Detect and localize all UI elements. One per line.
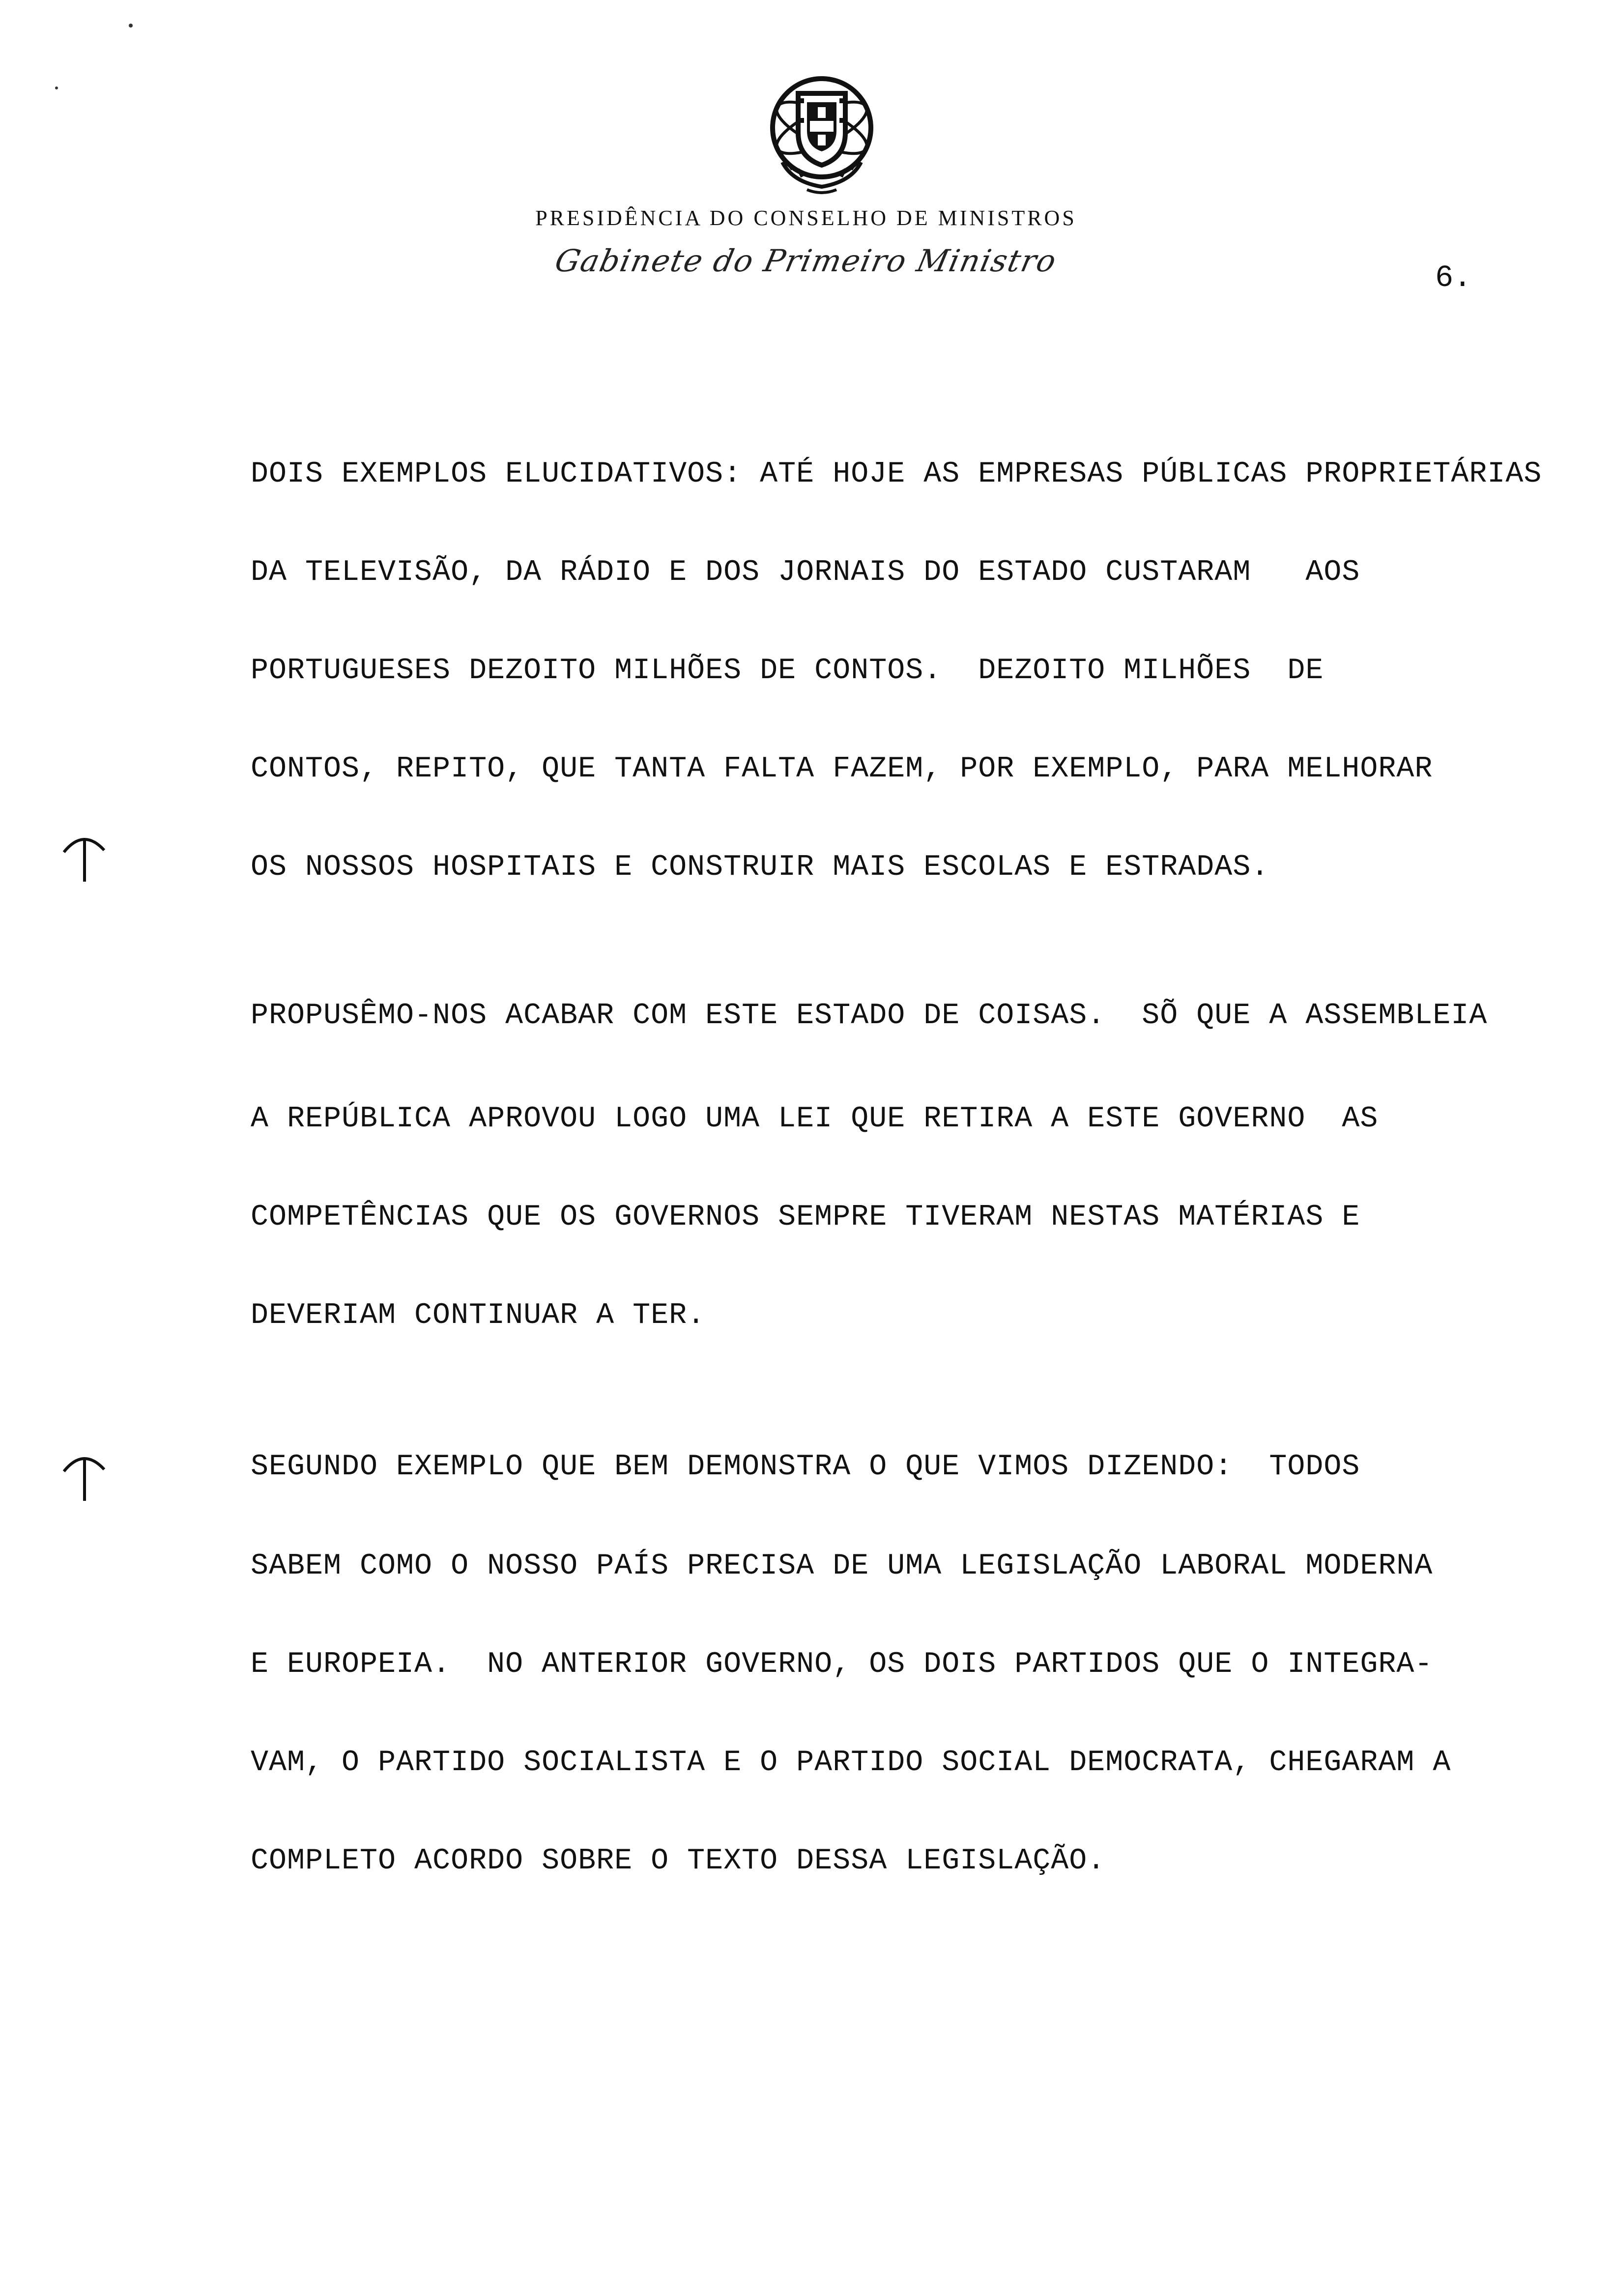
text-line: PORTUGUESES DEZOITO MILHÕES DE CONTOS. DEZOITO MILHÕES DE <box>251 654 1324 688</box>
text-line: DOIS EXEMPLOS ELUCIDATIVOS: ATÉ HOJE AS EMPRESAS PÚBLICAS PROPRIETÁRIAS <box>251 458 1542 491</box>
paragraph-mark-icon <box>59 1450 108 1504</box>
text-line: DEVERIAM CONTINUAR A TER. <box>251 1299 706 1332</box>
coat-of-arms-icon <box>763 69 881 197</box>
text-line: SEGUNDO EXEMPLO QUE BEM DEMONSTRA O QUE VIMOS DIZENDO: TODOS <box>251 1450 1360 1484</box>
text-line: COMPETÊNCIAS QUE OS GOVERNOS SEMPRE TIVERAM NESTAS MATÉRIAS E <box>251 1201 1360 1234</box>
cabinet-name: Gabinete do Primeiro Ministro <box>551 243 1061 279</box>
page-number: 6. <box>1435 260 1472 295</box>
text-line: DA TELEVISÃO, DA RÁDIO E DOS JORNAIS DO ESTADO CUSTARAM AOS <box>251 556 1360 589</box>
text-line: COMPLETO ACORDO SOBRE O TEXTO DESSA LEGISLAÇÃO. <box>251 1844 1106 1878</box>
institution-name: PRESIDÊNCIA DO CONSELHO DE MINISTROS <box>535 206 1077 230</box>
text-line: E EUROPEIA. NO ANTERIOR GOVERNO, OS DOIS PARTIDOS QUE O INTEGRA- <box>251 1648 1433 1681</box>
text-line: SABEM COMO O NOSSO PAÍS PRECISA DE UMA LEGISLAÇÃO LABORAL MODERNA <box>251 1550 1433 1583</box>
scan-speck <box>55 86 58 89</box>
paragraph-mark-icon <box>59 831 108 885</box>
scan-speck <box>129 24 133 28</box>
text-line: OS NOSSOS HOSPITAIS E CONSTRUIR MAIS ESCOLAS E ESTRADAS. <box>251 851 1269 884</box>
text-line: CONTOS, REPITO, QUE TANTA FALTA FAZEM, POR EXEMPLO, PARA MELHORAR <box>251 752 1433 786</box>
text-line: VAM, O PARTIDO SOCIALISTA E O PARTIDO SOCIAL DEMOCRATA, CHEGARAM A <box>251 1746 1451 1779</box>
text-line: PROPUSÊMO-NOS ACABAR COM ESTE ESTADO DE COISAS. SÕ QUE A ASSEMBLEIA <box>251 999 1488 1033</box>
text-line: A REPÚBLICA APROVOU LOGO UMA LEI QUE RETIRA A ESTE GOVERNO AS <box>251 1102 1379 1136</box>
